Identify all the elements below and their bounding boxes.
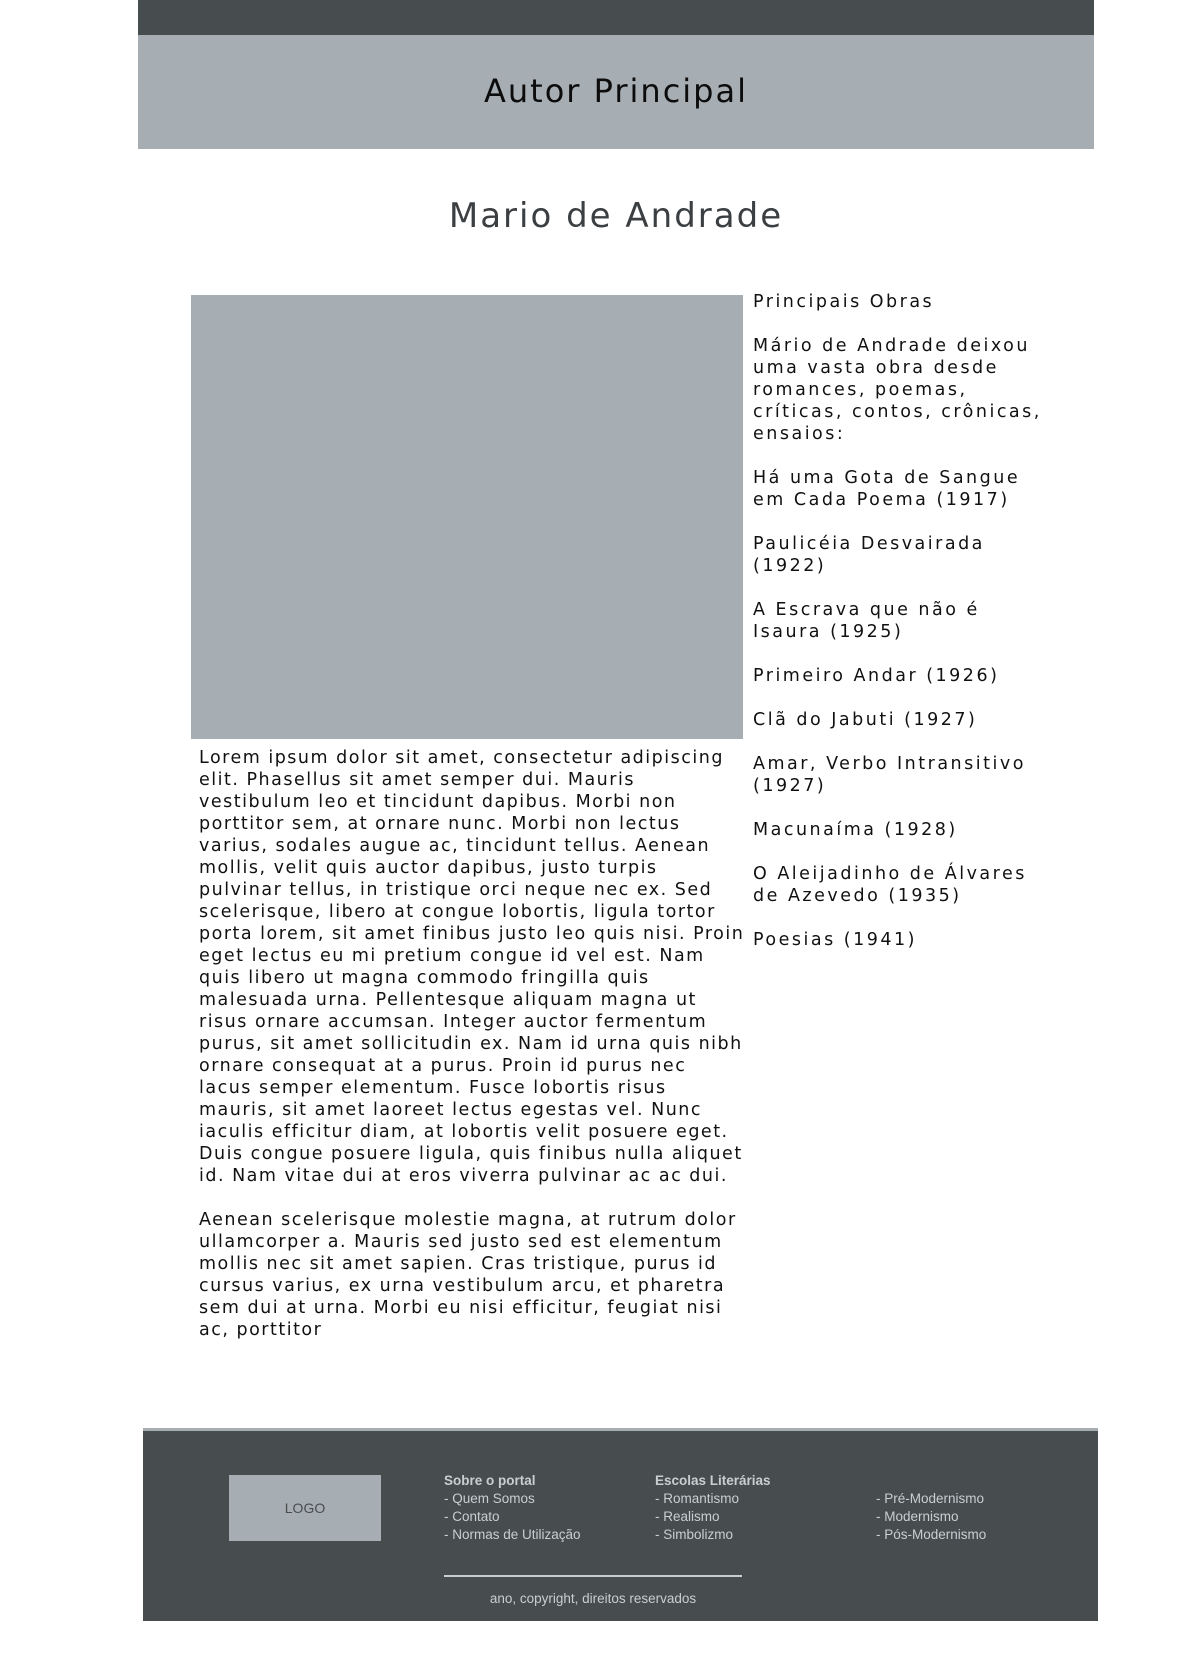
- footer-schools-more-column: [876, 1490, 986, 1544]
- bio-paragraph: Lorem ipsum dolor sit amet, consectetur adipiscing elit. Phasellus sit amet semper dui. Mauris vestibulum leo et tincidunt dapibus. Morbi non porttitor sem, at ornare nunc. Morbi non lectus varius, sodales augue ac, tincidunt tellus. Aenean mollis, velit quis auctor dapibus, justo turpis pulvinar tellus, in tristique orci neque nec ex. Sed scelerisque, libero at congue lobortis, ligula tortor porta lorem, sit amet finibus justo leo quis nisi. Proin eget lectus eu mi pretium congue id vel est. Nam quis libero ut magna commodo fringilla quis malesuada urna. Pellentesque aliquam magna ut risus ornare accumsan. Integer auctor fermentum purus, sit amet sollicitudin ex. Nam id urna quis nibh ornare consequat at a purus. Proin id purus nec lacus semper elementum. Fusce lobortis risus mauris, sit amet laoreet lectus egestas vel. Nunc iaculis efficitur diam, at lobortis velit posuere eget. Duis congue posuere ligula, quis finibus nulla aliquet id. Nam vitae dui at eros viverra pulvinar ac ac dui.: [199, 748, 745, 1186]
- author-photo-placeholder: [191, 295, 743, 739]
- footer-link-modernismo[interactable]: - Modernismo: [876, 1509, 959, 1524]
- work-item: Poesias (1941): [753, 930, 917, 950]
- works-intro: Mário de Andrade deixou uma vasta obra desde romances, poemas, críticas, contos, crônicas, ensaios:: [753, 336, 1042, 444]
- work-item: Macunaíma (1928): [753, 820, 958, 840]
- work-item: O Aleijadinho de Álvares de Azevedo (1935): [753, 864, 1027, 906]
- footer-link-quem-somos[interactable]: - Quem Somos: [444, 1491, 535, 1506]
- footer-link-romantismo[interactable]: - Romantismo: [655, 1491, 740, 1506]
- top-bar: [138, 0, 1094, 35]
- author-name: Mario de Andrade: [448, 196, 784, 236]
- footer-about-column: [444, 1472, 581, 1544]
- work-item: A Escrava que não é Isaura (1925): [753, 600, 980, 642]
- footer-about-heading: Sobre o portal: [444, 1473, 536, 1488]
- footer-schools-heading: Escolas Literárias: [655, 1473, 771, 1488]
- footer-divider: [444, 1575, 742, 1577]
- main-works-panel: [753, 291, 1043, 973]
- work-item: Paulicéia Desvairada (1922): [753, 534, 985, 576]
- work-item: Há uma Gota de Sangue em Cada Poema (1917): [753, 468, 1021, 510]
- footer-copyright: ano, copyright, direitos reservados: [489, 1591, 697, 1606]
- footer-link-simbolizmo[interactable]: - Simbolizmo: [655, 1527, 734, 1542]
- page-header: [138, 35, 1094, 149]
- bio-paragraph: Aenean scelerisque molestie magna, at rutrum dolor ullamcorper a. Mauris sed justo sed est elementum mollis nec sit amet sapien. Cras tristique, purus id cursus varius, ex urna vestibulum arcu, et pharetra sem dui at urna. Morbi eu nisi efficitur, feugiat nisi ac, porttitor: [199, 1210, 737, 1340]
- footer-link-pos-modernismo[interactable]: - Pós-Modernismo: [876, 1527, 987, 1542]
- site-footer: [143, 1428, 1098, 1621]
- work-item: Clã do Jabuti (1927): [753, 710, 978, 730]
- footer-link-normas[interactable]: - Normas de Utilização: [444, 1527, 581, 1542]
- footer-logo[interactable]: [229, 1475, 381, 1541]
- footer-link-realismo[interactable]: - Realismo: [655, 1509, 720, 1524]
- footer-link-pre-modernismo[interactable]: - Pré-Modernismo: [876, 1491, 985, 1506]
- work-item: Amar, Verbo Intransitivo (1927): [753, 754, 1026, 796]
- works-heading: Principais Obras: [753, 292, 935, 312]
- footer-schools-column: [655, 1472, 771, 1544]
- footer-logo-label: LOGO: [284, 1500, 326, 1516]
- works-list: [753, 467, 1043, 951]
- footer-link-contato[interactable]: - Contato: [444, 1509, 500, 1524]
- author-biography: [199, 747, 745, 1363]
- page-title: Autor Principal: [484, 72, 748, 110]
- work-item: Primeiro Andar (1926): [753, 666, 1000, 686]
